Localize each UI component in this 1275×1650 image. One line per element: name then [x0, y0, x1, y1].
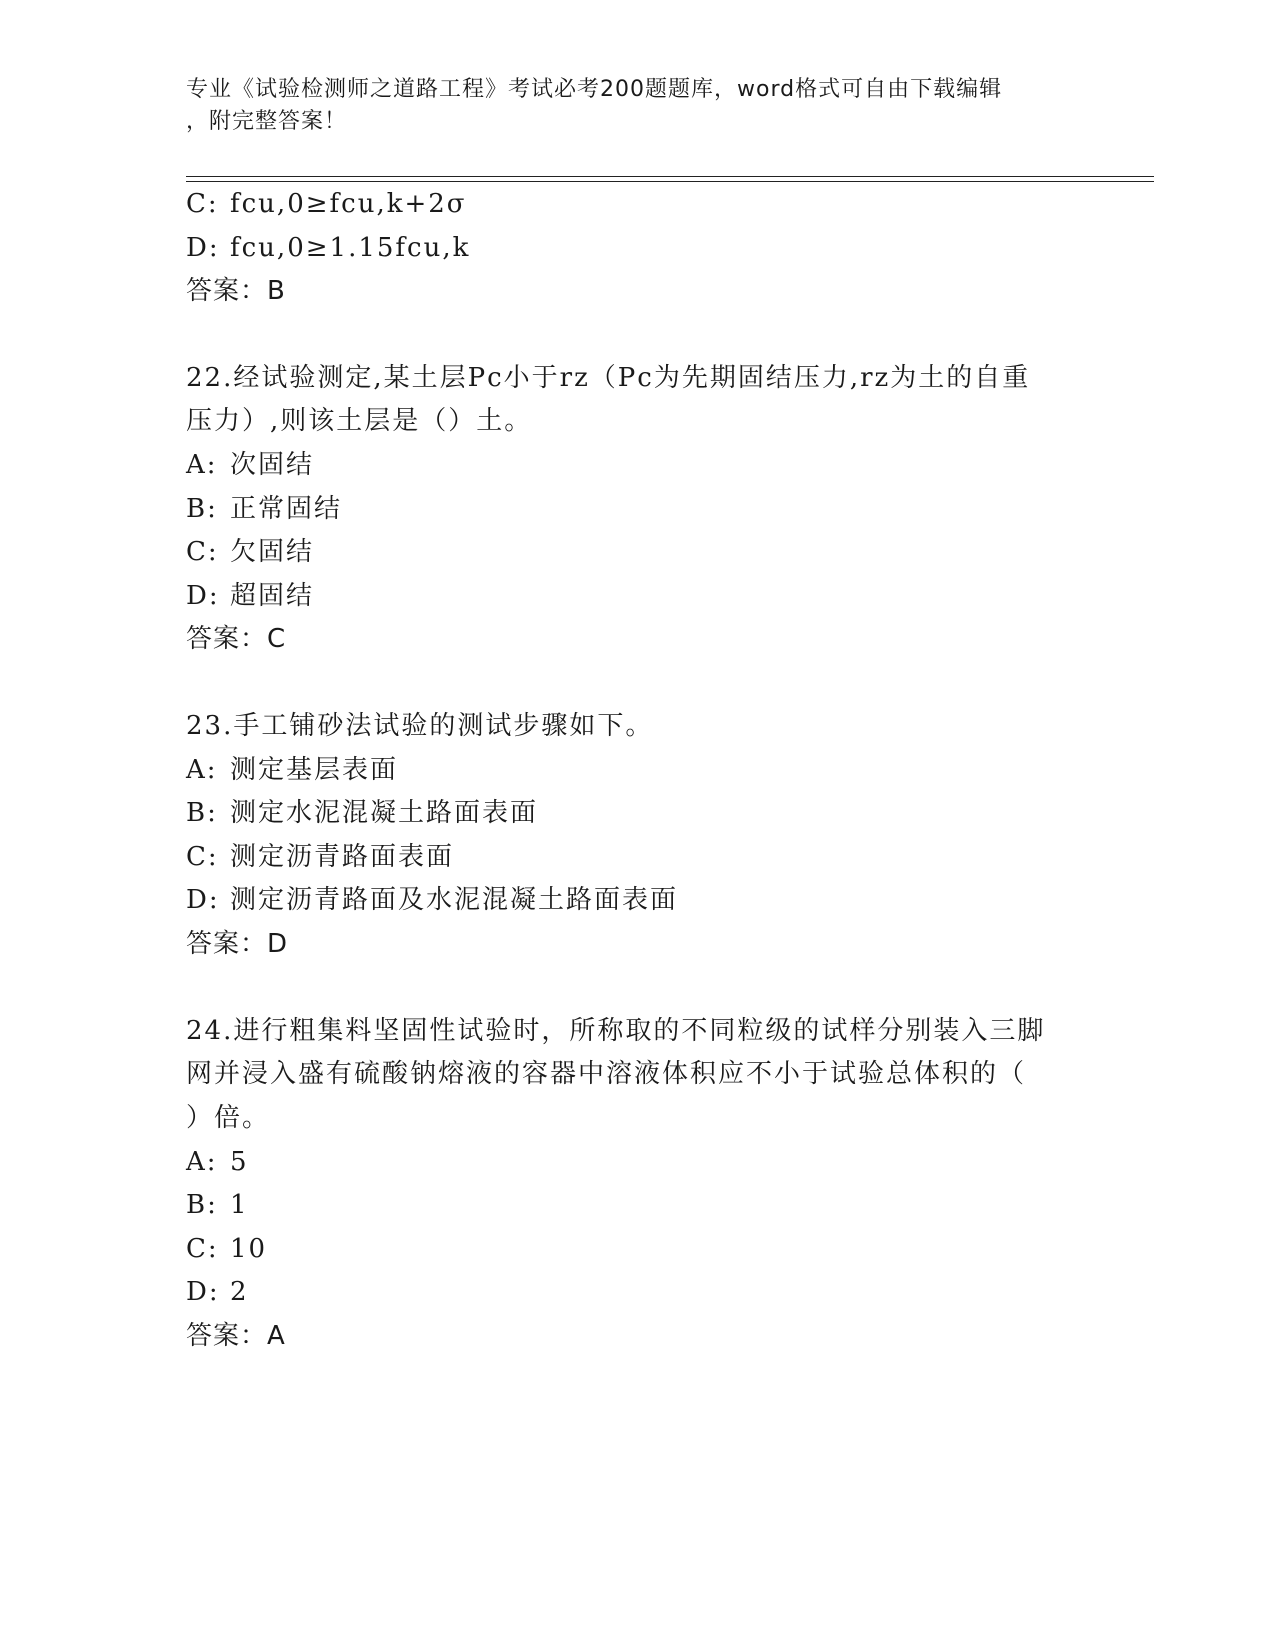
q24-stem-line-3: ）倍。 — [186, 1103, 271, 1133]
option-label: D: — [186, 581, 220, 611]
option-label: A: — [186, 755, 218, 785]
q22-option-c — [186, 537, 314, 567]
q23-option-b — [186, 798, 538, 828]
q24-answer: 答案：A — [186, 1321, 286, 1351]
header-divider-top — [186, 176, 1154, 177]
q22-stem-line-2: 压力）,则该土层是（）土。 — [186, 406, 533, 436]
q23-option-c — [186, 842, 454, 872]
prev-option-c — [186, 189, 467, 219]
option-text: 5 — [230, 1147, 249, 1177]
option-text: 欠固结 — [230, 537, 315, 567]
option-label: B: — [186, 798, 218, 828]
q23-option-d — [186, 885, 678, 915]
q22-stem-line-1: 22.经试验测定,某土层Pc小于rz（Pc为先期固结压力,rz为土的自重 — [186, 363, 1031, 393]
option-text: 次固结 — [230, 450, 315, 480]
option-label: B: — [186, 1190, 218, 1220]
option-label: D: — [186, 1277, 220, 1307]
option-text: 1 — [230, 1190, 249, 1220]
q22-option-b — [186, 494, 342, 524]
q24-option-d — [186, 1277, 249, 1307]
option-text: 2 — [230, 1277, 249, 1307]
q24-stem-line-2: 网并浸入盛有硫酸钠熔液的容器中溶液体积应不小于试验总体积的（ — [186, 1059, 1027, 1089]
option-text: 正常固结 — [230, 494, 343, 524]
q23-answer: 答案：D — [186, 929, 289, 959]
q22-option-d — [186, 581, 314, 611]
option-label: D: — [186, 233, 220, 263]
option-label: D: — [186, 885, 220, 915]
prev-option-d — [186, 233, 470, 263]
option-label: A: — [186, 1147, 218, 1177]
option-text: 测定水泥混凝土路面表面 — [230, 798, 539, 828]
q22-option-a — [186, 450, 314, 480]
option-text: fcu,0≥fcu,k+2σ — [230, 189, 467, 219]
option-text: fcu,0≥1.15fcu,k — [230, 233, 471, 263]
q24-option-b — [186, 1190, 249, 1220]
option-label: B: — [186, 494, 218, 524]
q23-option-a — [186, 755, 398, 785]
document-header — [186, 74, 1066, 138]
option-text: 超固结 — [230, 581, 315, 611]
q24-option-a — [186, 1147, 249, 1177]
option-text: 测定沥青路面表面 — [230, 842, 455, 872]
option-text: 10 — [230, 1234, 268, 1264]
option-text: 测定基层表面 — [230, 755, 399, 785]
option-label: C: — [186, 537, 219, 567]
q24-option-c — [186, 1234, 267, 1264]
option-text: 测定沥青路面及水泥混凝土路面表面 — [230, 885, 679, 915]
q24-stem-line-1: 24.进行粗集料坚固性试验时，所称取的不同粒级的试样分别装入三脚 — [186, 1016, 1046, 1046]
header-divider-bottom — [186, 181, 1154, 182]
option-label: C: — [186, 842, 219, 872]
header-line-1: 专业《试验检测师之道路工程》考试必考200题题库，word格式可自由下载编辑 — [186, 77, 1003, 102]
q22-answer: 答案：C — [186, 624, 287, 654]
prev-answer: 答案：B — [186, 276, 286, 306]
header-line-2: ，附完整答案！ — [186, 109, 348, 134]
option-label: C: — [186, 1234, 219, 1264]
q23-stem-line-1: 23.手工铺砂法试验的测试步骤如下。 — [186, 711, 654, 741]
option-label: C: — [186, 189, 219, 219]
option-label: A: — [186, 450, 218, 480]
